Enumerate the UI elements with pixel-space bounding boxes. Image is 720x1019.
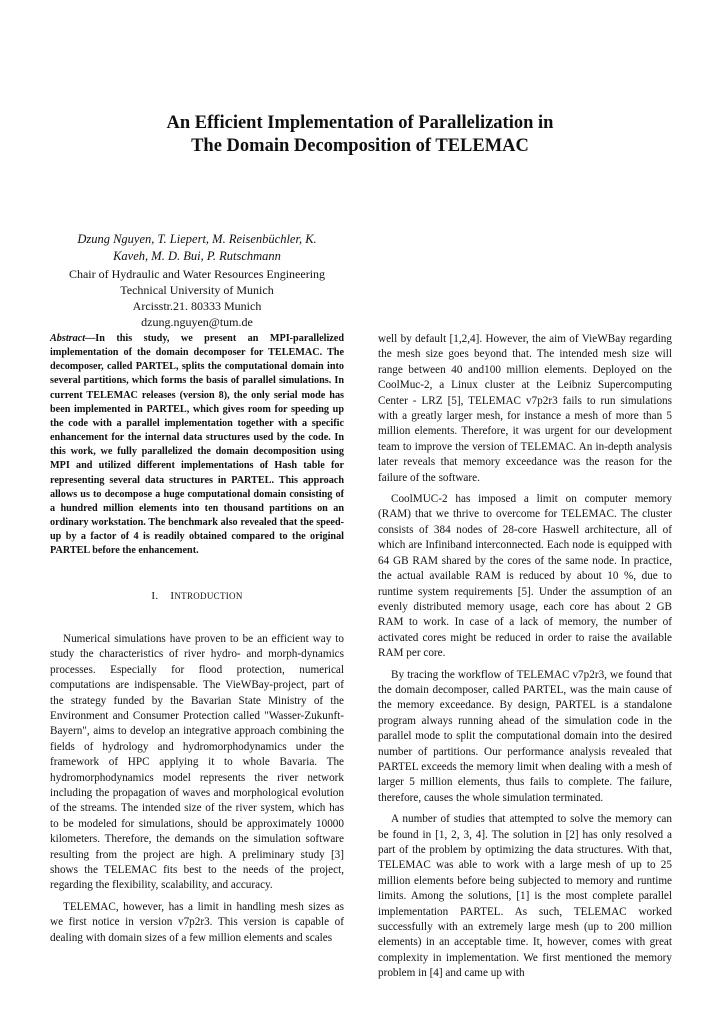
- abstract-lead: Abstract: [50, 333, 86, 344]
- affiliation-address: Arcisstr.21. 80333 Munich: [132, 299, 262, 313]
- title-line-2: The Domain Decomposition of TELEMAC: [191, 136, 529, 156]
- author-names: [52, 231, 342, 265]
- section-title-rest: NTRODUCTION: [174, 590, 243, 601]
- abstract-text: In this study, we present an MPI-parallelized implementation of the domain decomposer for TELEMAC. The decomposer, called PARTEL, splits the computational domain into several partitions, which forms the basis of parallel simulations. In current TELEMAC releases (version 8), the only serial mode has been implemented in PARTEL, which gives room for speeding up the code with a parallel implementation together with a specific enhancement for the internal data structures used by the code. In this work, we fully parallelized the domain decomposition using MPI and utilized different implementations of Hash table for representing several data structures in PARTEL. This approach allows us to decompose a huge computational domain consisting of a hundred million elements into ten thousand partitions on an ordinary workstation. The benchmark also revealed that the speed-up by a factor of 4 is readily obtained compared to the original PARTEL before the enhancement.: [50, 333, 344, 557]
- abstract-dash: —: [85, 333, 96, 344]
- author-names-line-1: Dzung Nguyen, T. Liepert, M. Reisenbüchler, K.: [77, 232, 317, 246]
- right-paragraph-4: A number of studies that attempted to solve the memory can be found in [1, 2, 3, 4]. The solution in [2] has only resolved a part of the problem by optimizing the data structures. With that, TELEMAC was able to work with a large mesh of up to 25 million elements before being subjected to memory and runtime limits. Among the solutions, [1] is the most complete parallel implementation PARTEL. As such, TELEMAC worked successfully with an extremely large mesh (up to 200 million elements) in an acceptable time. It, however, comes with great complexity in implementation. We first mentioned the memory problem in [4] and came up with: [378, 813, 672, 980]
- left-column: [50, 332, 344, 952]
- title-line-1: An Efficient Implementation of Parallelization in: [166, 113, 554, 133]
- section-number: I.: [151, 589, 159, 602]
- intro-paragraph-1: Numerical simulations have proven to be an efficient way to study the characteristics of river hydro- and morph-dynamics processes. Especially for flood protection, numerical computations are indispensable. The VieWBay-project, part of the strategy funded by the Bavarian State Ministry of the Environment and Consumer Protection called "Wasser-Zukunft-Bayern", aims to develop an integrative approach combining the fields of hydrology and hydromorphodynamics under the framework of HPC applying it to whole Bavaria. The hydromorphodynamics model represents the river network including the propagation of waves and morphological evolution of the streams. The intended size of the river system, which has to be modeled for simulations, should be approximately 10000 kilometers. Therefore, the demands on the simulation software resulting from the project are high. A preliminary study [3] shows the TELEMAC fits best to the needs of the project, regarding the flexibility, scalability, and accuracy.: [50, 632, 344, 892]
- right-paragraph-1: well by default [1,2,4]. However, the aim of VieWBay regarding the mesh size goes beyond that. The intended mesh size will range between 40 and100 million elements. Deployed on the CoolMuc-2, a Linux cluster at the Leibniz Supercomputing Center - LRZ [5], TELEMAC v7p2r3 fails to run simulations with a greatly larger mesh, for instance a mesh of more than 5 million elements. Therefore, it was urgent for our development team to improve the version of TELEMAC. An in-depth analysis later reveals that memory exceedance was the reason for the failure of the software.: [378, 333, 672, 484]
- section-title-initial: I: [170, 589, 175, 602]
- author-email: dzung.nguyen@tum.de: [141, 315, 253, 329]
- paper-title: [0, 112, 720, 158]
- right-paragraph-2: CoolMUC-2 has imposed a limit on computer memory (RAM) that we thrive to overcome for TELEMAC. The cluster consists of 384 nodes of 28-core Haswell architecture, all of which are Infiniband interconnected. Each node is equipped with 64 GB RAM shared by the cores of the same node. In practice, the actual available RAM is reduced by about 10 %, due to runtime system requirements [5]. Under the assumption of an evenly distributed memory usage, each core has about 2 GB RAM to work. In case of a lack of memory, the number of activated cores might be reduced in order to raise the available RAM per core.: [378, 493, 672, 660]
- author-names-line-2: Kaveh, M. D. Bui, P. Rutschmann: [113, 249, 281, 263]
- abstract: [50, 332, 344, 559]
- right-column: [378, 332, 672, 988]
- author-block: [52, 231, 342, 330]
- right-paragraph-3: By tracing the workflow of TELEMAC v7p2r3, we found that the domain decomposer, called PARTEL, was the main cause of the memory exceedance. By design, PARTEL is a standalone program always running ahead of the simulation code in the parallel mode to split the computational domain into the desired number of partitions. Our performance analysis revealed that PARTEL exceeds the memory limit when dealing with a mesh of larger 5 million elements, thus fails to complete. The failure, therefore, causes the whole simulation terminated.: [378, 668, 672, 804]
- affiliation-line-2: Technical University of Munich: [120, 283, 274, 297]
- affiliation-line-1: Chair of Hydraulic and Water Resources Engineering: [68, 267, 326, 281]
- intro-paragraph-2: TELEMAC, however, has a limit in handling mesh sizes as we first notice in version v7p2r3. This version is capable of dealing with domain sizes of a few million elements and scales: [50, 900, 344, 944]
- section-heading-introduction: [50, 589, 344, 604]
